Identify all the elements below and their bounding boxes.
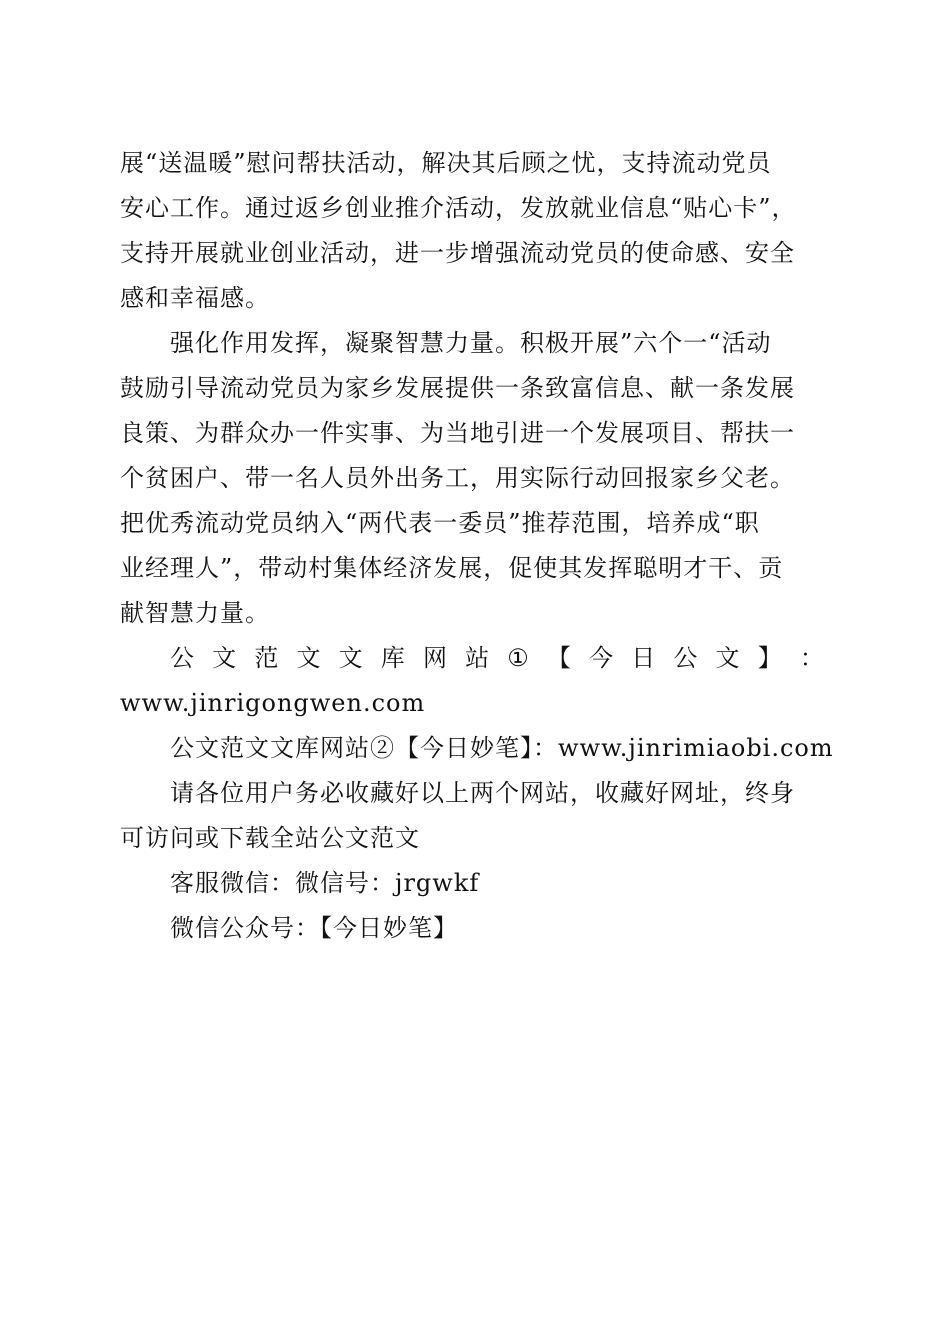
site1-char: 今: [589, 644, 615, 672]
site1-char: ：: [799, 644, 825, 672]
text-line: 支持开展就业创业活动，进一步增强流动党员的使命感、安全: [120, 239, 795, 267]
site1-label: [120, 636, 825, 681]
text-line: 感和幸福感。: [120, 284, 270, 312]
official-account: 微信公众号：【今日妙笔】: [170, 914, 458, 942]
site2-block: [120, 726, 834, 771]
text-line: 献智慧力量。: [120, 599, 270, 627]
document-body: [120, 141, 834, 951]
text-line: 安心工作。通过返乡创业推介活动，发放就业信息“贴心卡”，: [120, 194, 797, 222]
paragraph-support-migrant-members: [120, 141, 825, 321]
site1-char: 文: [296, 644, 322, 672]
site1-char: 公: [673, 644, 699, 672]
text-line: 鼓励引导流动党员为家乡发展提供一条致富信息、献一条发展: [120, 374, 795, 402]
official-account-block: [120, 906, 825, 951]
site1-url[interactable]: www.jinrigongwen.com: [120, 689, 426, 717]
service-wechat: 客服微信：微信号：jrgwkf: [170, 869, 480, 897]
notice-block: [120, 771, 825, 861]
site1-char: 【: [546, 644, 572, 672]
text-line: 个贫困户、带一名人员外出务工，用实际行动回报家乡父老。: [120, 464, 795, 492]
site1-char: 站: [465, 644, 491, 672]
site1-char: 】: [757, 644, 783, 672]
service-block: [120, 861, 825, 906]
text-line: 良策、为群众办一件实事、为当地引进一个发展项目、帮扶一: [120, 419, 795, 447]
text-line: 业经理人”，带动村集体经济发展，促使其发挥聪明才干、贡: [120, 554, 784, 582]
site1-char: 文: [212, 644, 238, 672]
notice-line: 可访问或下载全站公文范文: [120, 824, 420, 852]
site1-char: 库: [380, 644, 406, 672]
site2-line[interactable]: 公文范文文库网站②【今日妙笔】：www.jinrimiaobi.com: [170, 734, 834, 762]
text-line: 把优秀流动党员纳入“两代表一委员”推荐范围，培养成“职: [120, 509, 760, 537]
site1-char: 文: [338, 644, 364, 672]
site1-char: 文: [715, 644, 741, 672]
site1-char: ①: [507, 644, 530, 672]
paragraph-role-wisdom: [120, 321, 825, 636]
site1-char: 日: [631, 644, 657, 672]
site1-block: [120, 636, 825, 726]
site1-char: 网: [422, 644, 448, 672]
text-line: 强化作用发挥，凝聚智慧力量。积极开展”六个一“活动: [170, 329, 772, 357]
site1-char: 范: [254, 644, 280, 672]
text-line: 展“送温暖”慰问帮扶活动，解决其后顾之忧，支持流动党员: [120, 149, 772, 177]
site1-char: 公: [170, 644, 195, 672]
notice-line: 请各位用户务必收藏好以上两个网站，收藏好网址，终身: [170, 779, 795, 807]
